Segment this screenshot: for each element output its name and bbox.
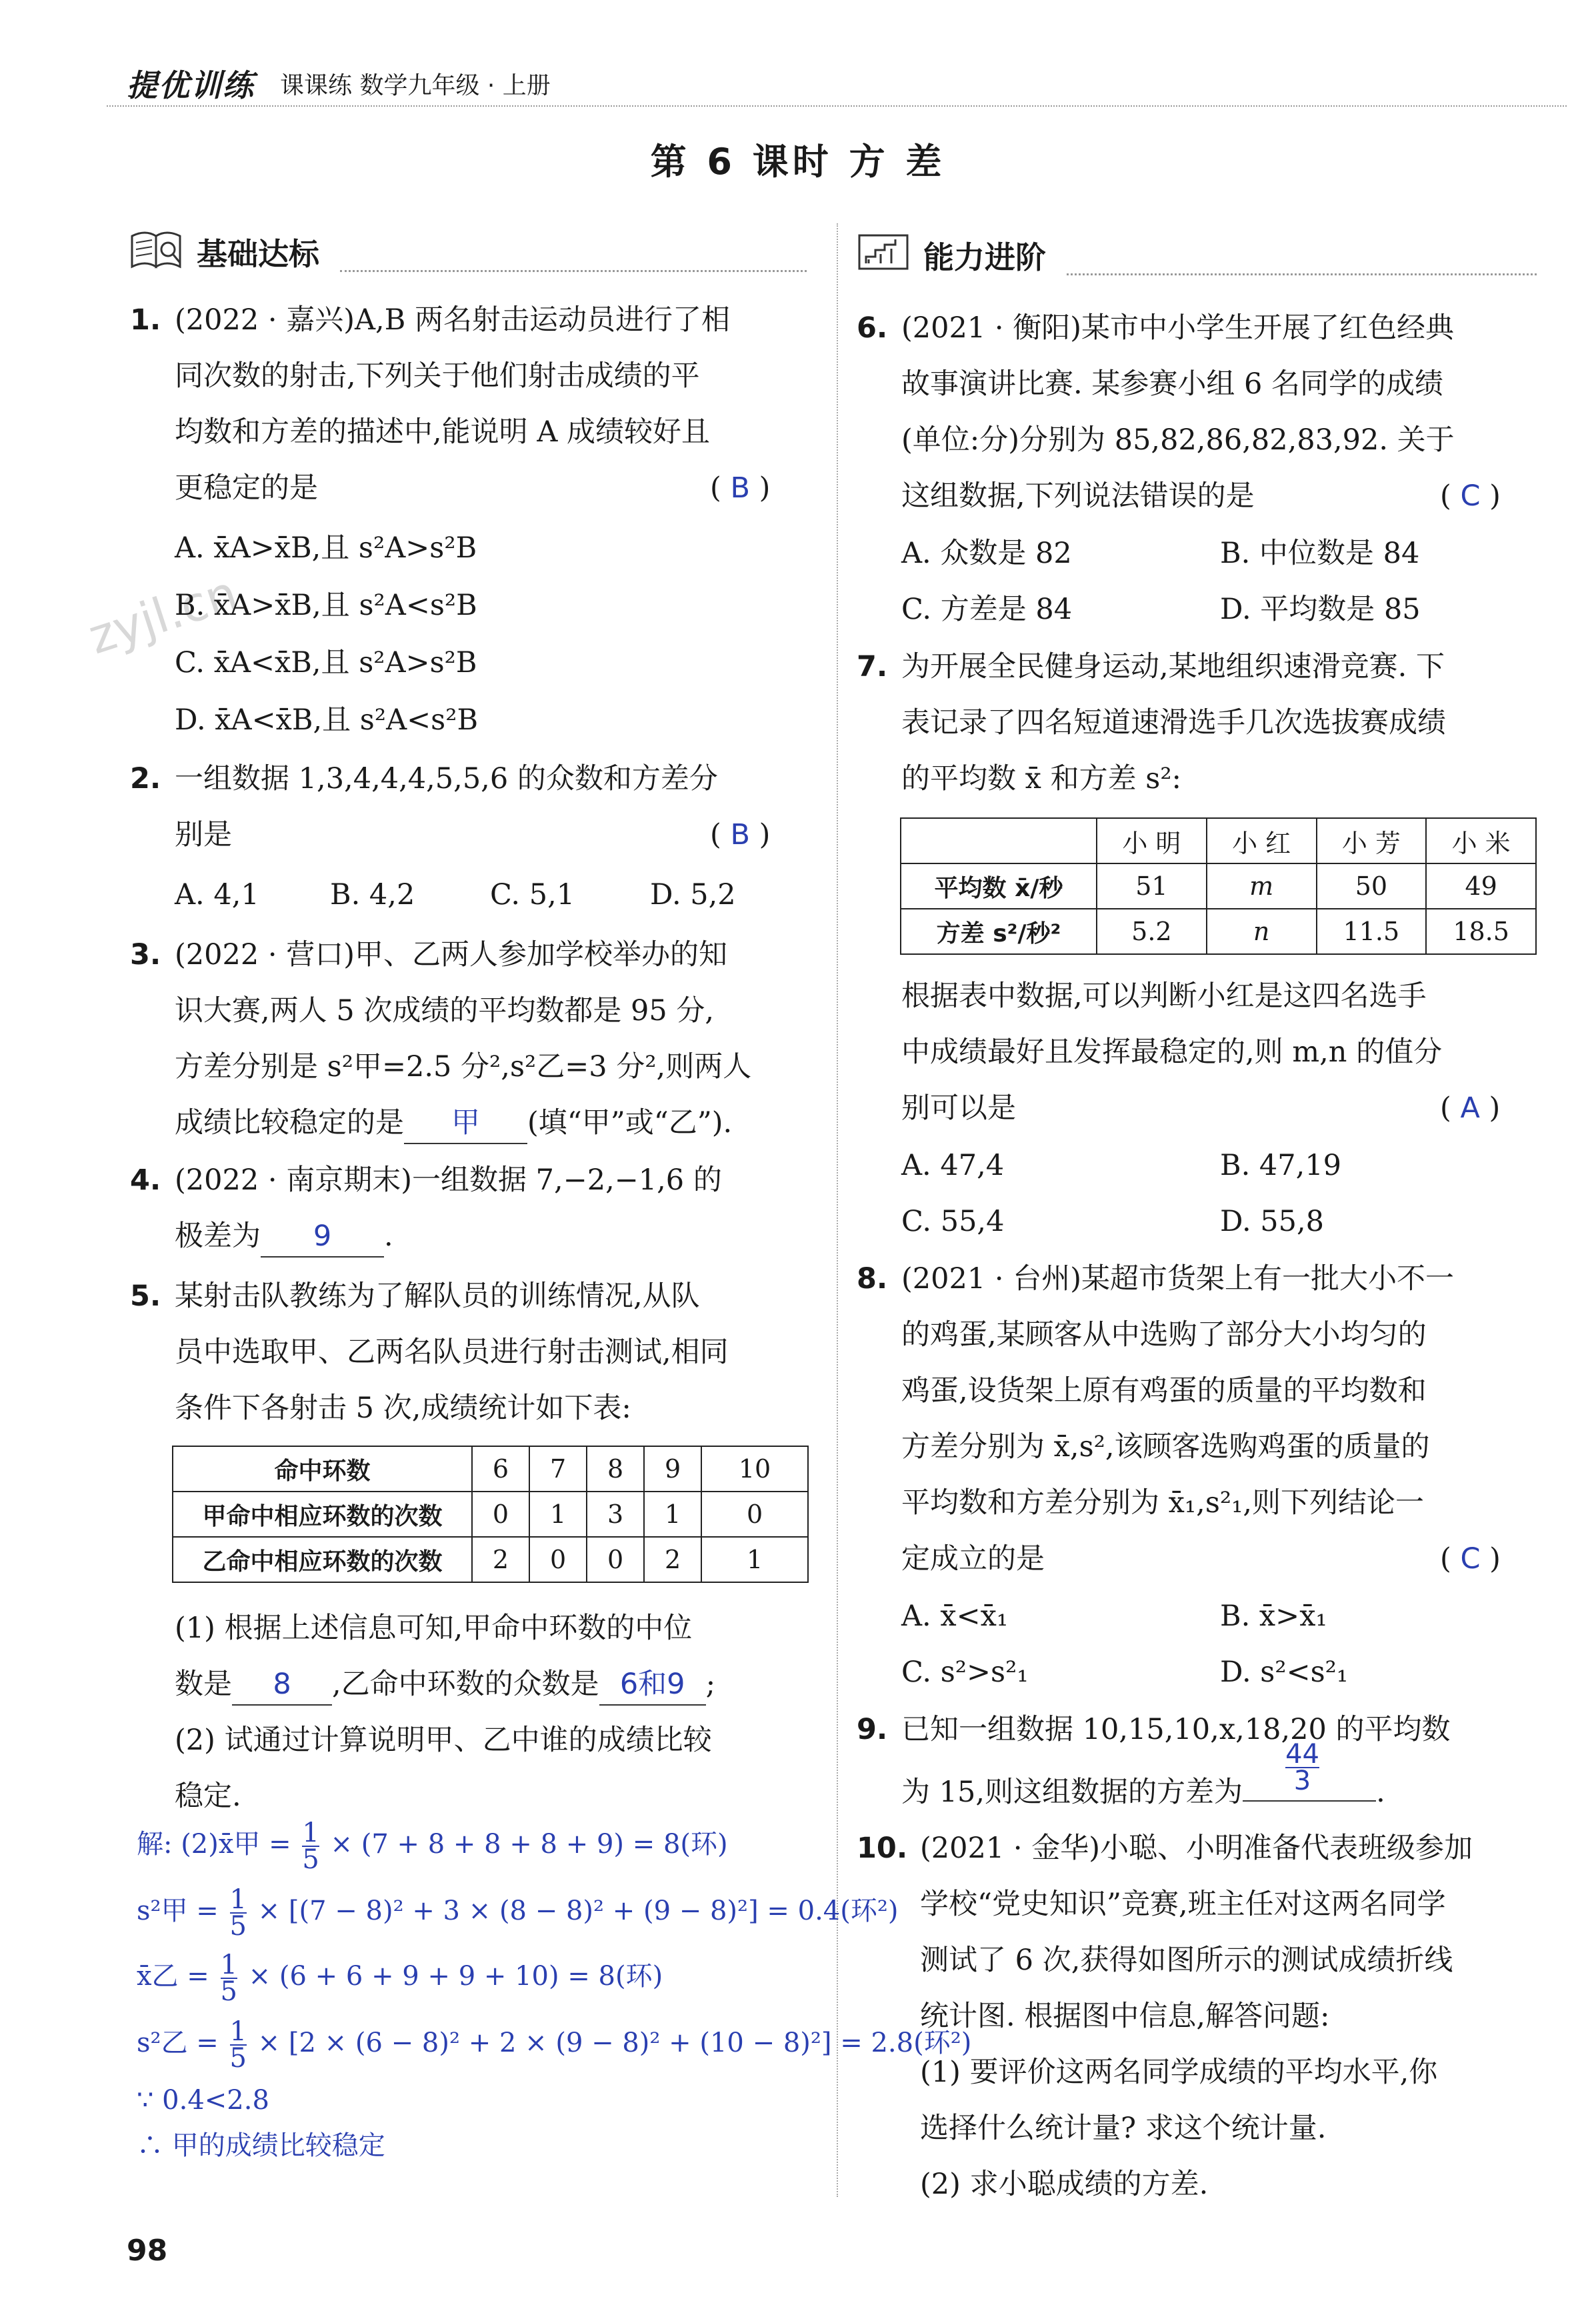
- table-cell: 0: [529, 1537, 587, 1582]
- brand-logo-text: 提优训练: [127, 67, 255, 103]
- skater-stats-table: [900, 817, 1537, 955]
- table-header-cell: 10: [701, 1446, 808, 1492]
- question-10-line-4: 统计图. 根据图中信息,解答问题:: [920, 2000, 1330, 2033]
- question-1-line-2: 同次数的射击,下列关于他们射击成绩的平: [175, 359, 700, 393]
- question-10-line-3: 测试了 6 次,获得如图所示的测试成绩折线: [920, 1944, 1453, 1977]
- solution-line: 解: (2)x̄甲 = $\frac{1}{5}$ × (7 + 8 + 8 + 8 + 9) = 8(环): [137, 1818, 728, 1875]
- table-row-label: 方差 s²/秒²: [901, 909, 1097, 954]
- answer-bracket: ( B ): [710, 818, 771, 851]
- table-cell: 3: [587, 1492, 644, 1537]
- fill-blank-answer: 6和9: [599, 1664, 706, 1706]
- watermark: zyjl.cn: [81, 564, 244, 665]
- option: B. 中位数是 84: [1220, 537, 1420, 570]
- question-6-line-1: (2021 · 衡阳)某市中小学生开展了红色经典: [901, 311, 1454, 345]
- table-cell: 18.5: [1426, 909, 1536, 954]
- table-cell: 50: [1317, 863, 1427, 909]
- solution-line: x̄乙 = $\frac{1}{5}$ × (6 + 6 + 9 + 9 + 10) = 8(环): [137, 1950, 663, 2007]
- question-1-line-1: (2022 · 嘉兴)A,B 两名射击运动员进行了相: [175, 303, 730, 337]
- table-cell: 0: [587, 1537, 644, 1582]
- question-5-part-1: (1) 根据上述信息可知,甲命中环数的中位: [175, 1612, 693, 1645]
- table-header-cell: 7: [529, 1446, 587, 1492]
- question-number: 6.: [857, 311, 888, 345]
- table-header-cell: [901, 818, 1097, 863]
- question-3-line-4: 成绩比较稳定的是 甲 (填“甲”或“乙”).: [175, 1095, 732, 1151]
- fraction: $\frac{1}{5}$: [220, 1950, 237, 2007]
- section-title-basic: 基础达标: [197, 236, 319, 272]
- question-7-line-3: 的平均数 x̄ 和方差 s²:: [901, 762, 1182, 795]
- table-header-cell: 6: [472, 1446, 529, 1492]
- section-underline: [1067, 273, 1537, 275]
- question-8-line-2: 的鸡蛋,某顾客从中选购了部分大小均匀的: [901, 1318, 1427, 1352]
- question-2-line-2: 别是: [175, 818, 232, 851]
- table-cell: 1: [701, 1537, 808, 1582]
- fraction: $\frac{44}{3}$: [1285, 1739, 1319, 1796]
- option: B. 47,19: [1220, 1149, 1342, 1182]
- question-10-line-2: 学校“党史知识”竞赛,班主任对这两名同学: [920, 1888, 1446, 1921]
- question-3-line-1: (2022 · 营口)甲、乙两人参加学校举办的知: [175, 938, 727, 971]
- fill-blank-answer: 甲: [404, 1103, 527, 1144]
- question-7-after: 根据表中数据,可以判断小红是这四名选手: [901, 979, 1427, 1013]
- solution-line: s²甲 = $\frac{1}{5}$ × [(7 − 8)² + 3 × (8 − 8)² + (9 − 8)²] = 0.4(环²): [137, 1884, 899, 1942]
- table-cell: m: [1207, 863, 1317, 909]
- fill-blank-answer: 8: [232, 1664, 332, 1706]
- lesson-title: 第 6 课时 方 差: [650, 141, 946, 183]
- question-6-line-4: 这组数据,下列说法错误的是: [901, 479, 1255, 513]
- table-row-label: 平均数 x̄/秒: [901, 863, 1097, 909]
- option: A. 众数是 82: [901, 537, 1072, 570]
- table-row: [901, 863, 1536, 909]
- question-7-line-2: 表记录了四名短道速滑选手几次选拔赛成绩: [901, 706, 1446, 739]
- header-divider: [107, 105, 1567, 107]
- question-number: 3.: [130, 938, 161, 971]
- question-number: 9.: [857, 1713, 888, 1746]
- question-3-line-2: 识大赛,两人 5 次成绩的平均数都是 95 分,: [175, 994, 715, 1027]
- book-subtitle: 课课练 数学九年级 · 上册: [280, 72, 551, 99]
- option: C. 5,1: [490, 878, 575, 911]
- option: B. x̄>x̄₁: [1220, 1600, 1327, 1633]
- fraction: $\frac{1}{5}$: [229, 2016, 247, 2074]
- table-row-label: 乙命中相应环数的次数: [173, 1537, 472, 1582]
- answer-choice: C: [1460, 479, 1481, 513]
- section-title-advanced: 能力进阶: [923, 239, 1046, 275]
- stairs-chart-icon: [857, 230, 910, 273]
- table-cell: 2: [472, 1537, 529, 1582]
- shooting-frequency-table: [172, 1446, 809, 1583]
- option: C. s²>s²₁: [901, 1656, 1029, 1689]
- table-row: [173, 1492, 808, 1537]
- question-number: 4.: [130, 1164, 161, 1197]
- option: C. x̄A<x̄B,且 s²A>s²B: [175, 646, 477, 679]
- solution-line: ∴ 甲的成绩比较稳定: [137, 2130, 385, 2161]
- question-9-line-2: 为 15,则这组数据的方差为 $\frac{44}{3}$ .: [901, 1739, 1385, 1809]
- table-cell: 2: [644, 1537, 701, 1582]
- option: A. 47,4: [901, 1149, 1005, 1182]
- question-9-line-1: 已知一组数据 10,15,10,x,18,20 的平均数: [901, 1713, 1451, 1746]
- answer-choice: A: [1460, 1091, 1480, 1125]
- fraction: $\frac{1}{5}$: [302, 1818, 319, 1875]
- table-header-cell: 小 明: [1097, 818, 1207, 863]
- option: D. 55,8: [1220, 1205, 1325, 1238]
- table-cell: 1: [529, 1492, 587, 1537]
- table-header-cell: 命中环数: [173, 1446, 472, 1492]
- question-5-part-2: (2) 试通过计算说明甲、乙中谁的成绩比较: [175, 1724, 712, 1757]
- question-10-part-1: (1) 要评价这两名同学成绩的平均水平,你: [920, 2056, 1438, 2089]
- question-5-line-1: 某射击队教练为了解队员的训练情况,从队: [175, 1280, 700, 1313]
- answer-bracket: ( C ): [1440, 1542, 1501, 1576]
- option: D. x̄A<x̄B,且 s²A<s²B: [175, 703, 479, 737]
- table-cell: 49: [1426, 863, 1536, 909]
- option: B. x̄A>x̄B,且 s²A<s²B: [175, 589, 477, 622]
- question-6-line-2: 故事演讲比赛. 某参赛小组 6 名同学的成绩: [901, 367, 1444, 401]
- option: A. x̄A>x̄B,且 s²A>s²B: [175, 531, 477, 565]
- answer-choice: B: [730, 818, 750, 851]
- question-number: 8.: [857, 1262, 888, 1296]
- answer-choice: B: [730, 471, 750, 505]
- table-header-row: [901, 818, 1536, 863]
- question-1-line-3: 均数和方差的描述中,能说明 A 成绩较好且: [175, 415, 711, 449]
- table-header-cell: 小 米: [1426, 818, 1536, 863]
- question-8-line-5: 平均数和方差分别为 x̄₁,s²₁,则下列结论一: [901, 1486, 1425, 1520]
- option: D. 平均数是 85: [1220, 593, 1421, 626]
- answer-choice: C: [1460, 1542, 1481, 1576]
- table-cell: n: [1207, 909, 1317, 954]
- table-row-label: 甲命中相应环数的次数: [173, 1492, 472, 1537]
- answer-bracket: ( B ): [710, 471, 771, 505]
- question-10-line-1: (2021 · 金华)小聪、小明准备代表班级参加: [920, 1832, 1473, 1865]
- option: A. x̄<x̄₁: [901, 1600, 1009, 1633]
- question-5-part-2: 稳定.: [175, 1780, 241, 1813]
- question-10-part-2: (2) 求小聪成绩的方差.: [920, 2168, 1209, 2201]
- question-2-line-1: 一组数据 1,3,4,4,4,5,5,6 的众数和方差分: [175, 762, 718, 795]
- table-header-cell: 9: [644, 1446, 701, 1492]
- question-5-part-1-blanks: 数是 8 ,乙命中环数的众数是 6和9 ;: [175, 1656, 715, 1712]
- table-row: [173, 1537, 808, 1582]
- option: D. 5,2: [650, 878, 736, 911]
- question-5-line-3: 条件下各射击 5 次,成绩统计如下表:: [175, 1392, 631, 1425]
- question-number: 5.: [130, 1280, 161, 1313]
- question-8-line-4: 方差分别为 x̄,s²,该顾客选购鸡蛋的质量的: [901, 1430, 1430, 1464]
- table-cell: 0: [701, 1492, 808, 1537]
- table-cell: 51: [1097, 863, 1207, 909]
- option: D. s²<s²₁: [1220, 1656, 1349, 1689]
- table-cell: 5.2: [1097, 909, 1207, 954]
- question-3-line-3: 方差分别是 s²甲=2.5 分²,s²乙=3 分²,则两人: [175, 1050, 752, 1083]
- question-10-part-1: 选择什么统计量? 求这个统计量.: [920, 2112, 1327, 2145]
- question-number: 7.: [857, 650, 888, 683]
- question-8-line-1: (2021 · 台州)某超市货架上有一批大小不一: [901, 1262, 1454, 1296]
- table-cell: 11.5: [1317, 909, 1427, 954]
- table-cell: 0: [472, 1492, 529, 1537]
- answer-bracket: ( C ): [1440, 479, 1501, 513]
- question-7-line-1: 为开展全民健身运动,某地组织速滑竞赛. 下: [901, 650, 1445, 683]
- fill-blank-answer: 9: [261, 1216, 384, 1258]
- option: C. 55,4: [901, 1205, 1005, 1238]
- solution-line: s²乙 = $\frac{1}{5}$ × [2 × (6 − 8)² + 2 × (9 − 8)² + (10 − 8)²] = 2.8(环²): [137, 2016, 972, 2074]
- question-4-line-1: (2022 · 南京期末)一组数据 7,−2,−1,6 的: [175, 1164, 722, 1197]
- answer-bracket: ( A ): [1440, 1091, 1501, 1125]
- question-number: 1.: [130, 303, 161, 337]
- table-row: [901, 909, 1536, 954]
- table-header-cell: 小 芳: [1317, 818, 1427, 863]
- table-header-row: [173, 1446, 808, 1492]
- open-book-icon: [127, 227, 187, 273]
- question-6-line-3: (单位:分)分别为 85,82,86,82,83,92. 关于: [901, 423, 1455, 457]
- question-8-line-6: 定成立的是: [901, 1542, 1045, 1576]
- table-header-cell: 8: [587, 1446, 644, 1492]
- fill-blank-answer: [1243, 1739, 1376, 1802]
- table-header-cell: 小 红: [1207, 818, 1317, 863]
- question-5-line-2: 员中选取甲、乙两名队员进行射击测试,相同: [175, 1336, 729, 1369]
- option: B. 4,2: [330, 878, 415, 911]
- section-underline: [340, 270, 807, 272]
- page-number: 98: [127, 2234, 168, 2268]
- option: C. 方差是 84: [901, 593, 1073, 626]
- question-7-after: 别可以是: [901, 1091, 1016, 1125]
- solution-line: ∵ 0.4<2.8: [137, 2085, 269, 2116]
- question-7-after: 中成绩最好且发挥最稳定的,则 m,n 的值分: [901, 1035, 1443, 1069]
- question-number: 10.: [857, 1832, 908, 1865]
- table-cell: 1: [644, 1492, 701, 1537]
- fraction: $\frac{1}{5}$: [229, 1884, 247, 1942]
- question-1-line-4: 更稳定的是: [175, 471, 318, 505]
- question-number: 2.: [130, 762, 161, 795]
- option: A. 4,1: [175, 878, 259, 911]
- question-4-line-2: 极差为 9 .: [175, 1208, 393, 1264]
- question-8-line-3: 鸡蛋,设货架上原有鸡蛋的质量的平均数和: [901, 1374, 1427, 1408]
